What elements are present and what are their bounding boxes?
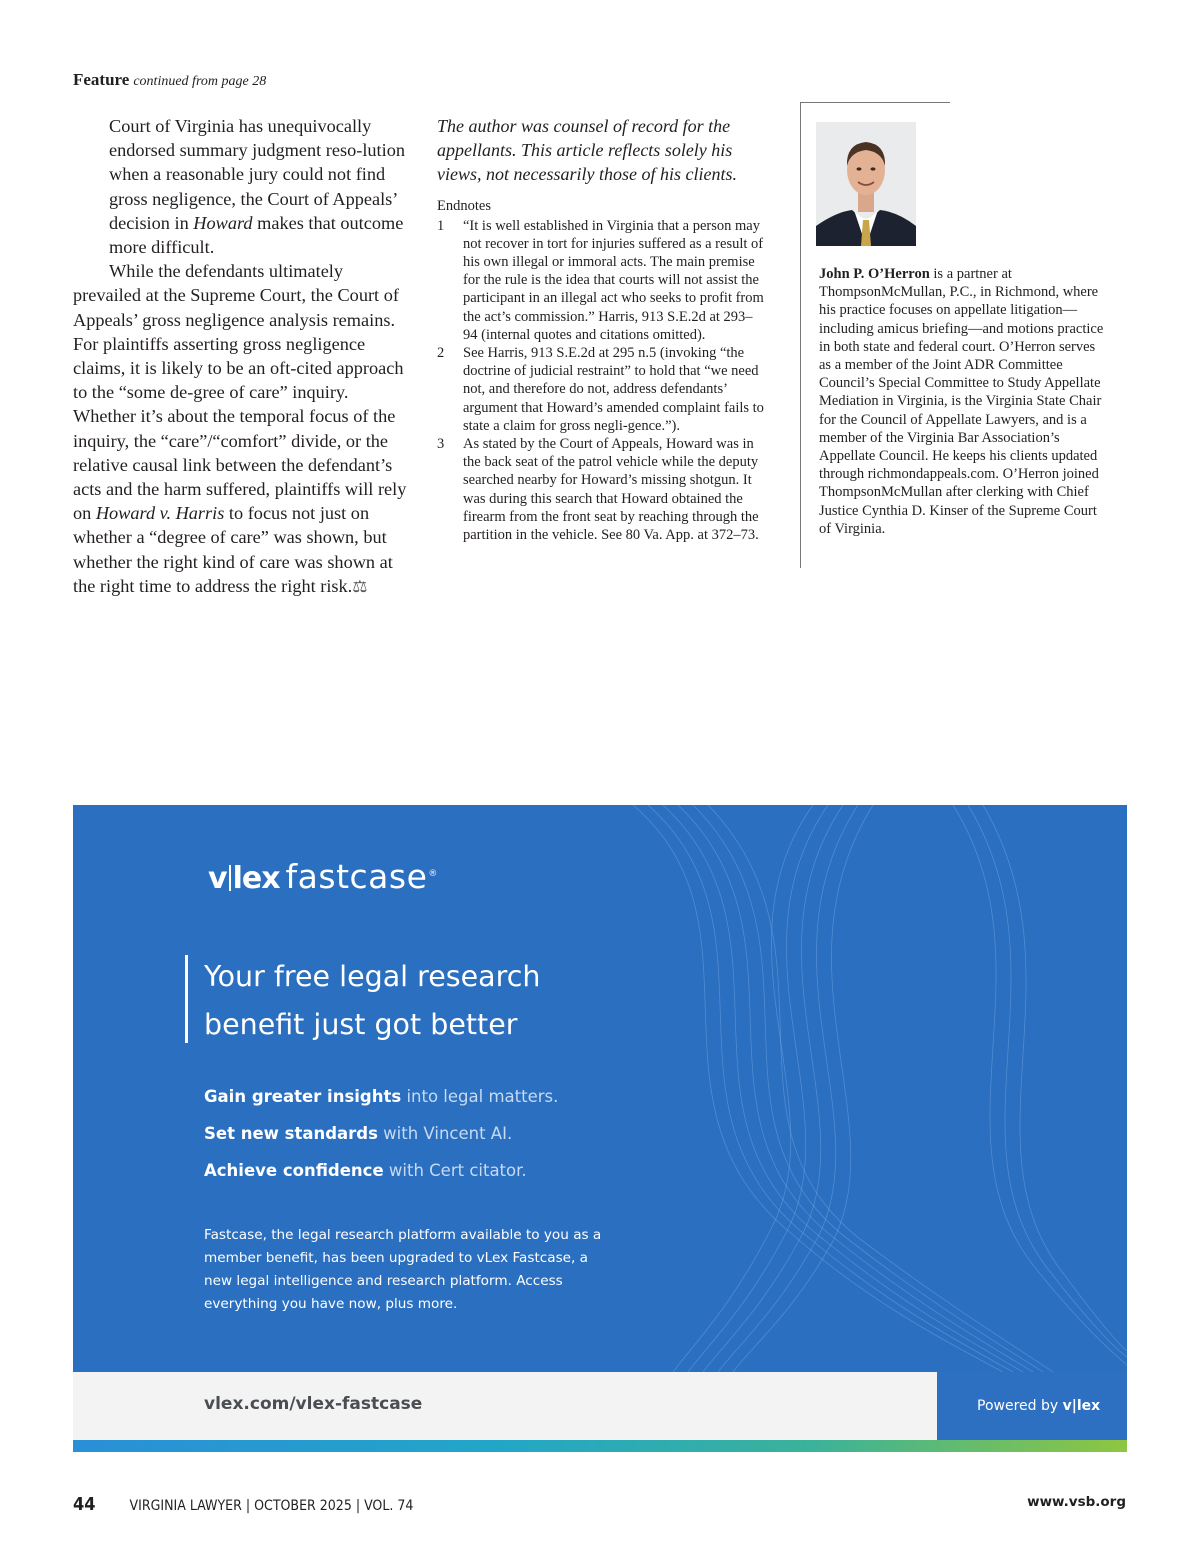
ad-headline [204, 953, 540, 1049]
ad-benefit [204, 1124, 512, 1143]
powered-by-text: Powered by v|lex [977, 1398, 1101, 1414]
article-column-2 [437, 114, 767, 544]
logo-fastcase-text: fastcase [285, 857, 428, 896]
endnotes-heading: Endnotes [437, 197, 491, 214]
ad-headline-line: Your free legal research [204, 960, 541, 993]
benefit-bold: Achieve confidence [204, 1161, 384, 1180]
author-bio-text: is a partner at ThompsonMcMullan, P.C., in Richmond, where his practice focuses on appellate litigation—including amicus briefing—and motions practice in both state and federal court. O’Herron serves as a member of the Joint ADR Committee Council’s Special Committee to Study Appellate Mediation in Virginia, is the Virginia State Chair for the Council of Appellate Lawyers, and is a member of the Virginia Bar Association’s Appellate Council. He keeps his clients updated through richmondappeals.com. O’Herron joined ThompsonMcMullan after clerking with Chief Justice Cynthia D. Kinser of the Supreme Court of Virginia. [819, 266, 1104, 537]
benefit-rest: into legal matters. [401, 1087, 559, 1106]
scales-icon: ⚖ [352, 576, 368, 596]
benefit-bold: Gain greater insights [204, 1087, 402, 1106]
endnote [437, 217, 767, 344]
author-bio [819, 265, 1109, 538]
publication-info: VIRGINIA LAWYER | OCTOBER 2025 | VOL. 74 [129, 1498, 414, 1514]
logo-v: v [208, 861, 227, 896]
endnote [437, 435, 767, 544]
endnote-number: 1 [437, 217, 445, 234]
case-name: Howard v. Harris [95, 503, 225, 524]
powered-v: v [1062, 1398, 1072, 1414]
paragraph-text: Court of Virginia has unequivocally endorsed summary judgment reso-lution when a reasonable jury could not find gross negligence, the Court of Appeals’ decision in [109, 116, 405, 233]
article-paragraph-2 [73, 259, 408, 599]
endnote-text: “It is well established in Virginia that a person may not recover in tort for injuries suffered as a result of his own illegal or immoral acts. The main premise for the rule is the idea that courts will not assist the participant in an illegal act who seeks to profit from the act’s commission.” Harris, 913 S.E.2d at 293–94 (internal quotes and citations omitted). [463, 217, 764, 343]
vlex-fastcase-advertisement [73, 805, 1127, 1452]
endnote-number: 3 [437, 436, 445, 453]
paragraph-text: While the defendants ultimately prevailed at the Supreme Court, the Court of Appeals’ gross negligence analysis remains. For plaintiffs asserting gross negligence claims, it is likely to be an oft-cited approach to the “some de-gree of care” inquiry. Whether it’s about the temporal focus of the inquiry, the “care”/“comfort” divide, or the relative causal link between the defendant’s acts and the harm suffered, plaintiffs will rely on [73, 261, 407, 524]
endnote [437, 344, 767, 435]
endnote-text: As stated by the Court of Appeals, Howard was in the back seat of the patrol vehicle while the deputy searched nearby for Howard’s missing shotgun. It was during this search that Howard obtained the firearm from the front seat by reaching through the partition in the vehicle. See 80 Va. App. at 372–73. [463, 436, 759, 544]
paragraph-text: makes that outcome more difficult. [109, 212, 404, 258]
footer-website[interactable]: www.vsb.org [1027, 1494, 1126, 1510]
ad-url-bar [73, 1372, 937, 1440]
logo-fastcase [286, 857, 438, 896]
author-portrait-image [816, 122, 916, 246]
continued-note: continued from page 28 [133, 74, 267, 89]
vlex-fastcase-logo [208, 857, 438, 896]
section-label: Feature [73, 70, 130, 89]
ad-powered-by [937, 1372, 1127, 1440]
ad-gradient-bar [73, 1440, 1127, 1452]
headline-accent-bar [185, 955, 188, 1043]
ad-paragraph: Fastcase, the legal research platform available to you as a member benefit, has been upgraded to vLex Fastcase, a new legal intelligence and research platform. Access everything you have now, plus more. [204, 1227, 602, 1312]
benefit-bold: Set new standards [204, 1124, 378, 1143]
bio-rule-horizontal [800, 102, 950, 103]
case-name: Howard [193, 212, 253, 233]
paragraph-text: to focus not just on whether a “degree of care” was shown, but whether the right kind of care was shown at the right time to address the right risk. [73, 503, 393, 596]
running-head [73, 70, 266, 90]
bio-rule-vertical [800, 102, 801, 568]
endnote-number: 2 [437, 345, 445, 362]
author-photo [816, 122, 916, 246]
author-note: The author was counsel of record for the appellants. This article reflects solely his views, not necessarily those of his clients. [437, 116, 737, 185]
ad-headline-line: benefit just got better [204, 1008, 518, 1041]
logo-lex: lex [232, 861, 280, 896]
author-name: John P. O’Herron [819, 266, 930, 282]
logo-divider [229, 865, 231, 891]
powered-lex: lex [1076, 1398, 1101, 1414]
ad-benefit [204, 1161, 527, 1180]
registered-mark: ® [428, 869, 438, 879]
powered-by-label: Powered by [977, 1398, 1063, 1414]
logo-vlex [208, 861, 280, 896]
ad-url-link[interactable]: vlex.com/vlex-fastcase [204, 1394, 423, 1414]
page-number: 44 [73, 1494, 96, 1515]
footer-left [73, 1494, 413, 1515]
benefit-rest: with Vincent AI. [377, 1124, 513, 1143]
ad-main-panel [73, 805, 1127, 1372]
article-paragraph-1 [73, 114, 408, 259]
article-column-1 [73, 114, 408, 599]
endnote-text: See Harris, 913 S.E.2d at 295 n.5 (invoking “the doctrine of judicial restraint” to hold that “we need not, and therefore do not, address defendants’ argument that Howard’s amended complaint fails to state a claim for gross negli-gence.”). [463, 345, 764, 434]
benefit-rest: with Cert citator. [383, 1161, 527, 1180]
ad-benefit [204, 1087, 558, 1106]
